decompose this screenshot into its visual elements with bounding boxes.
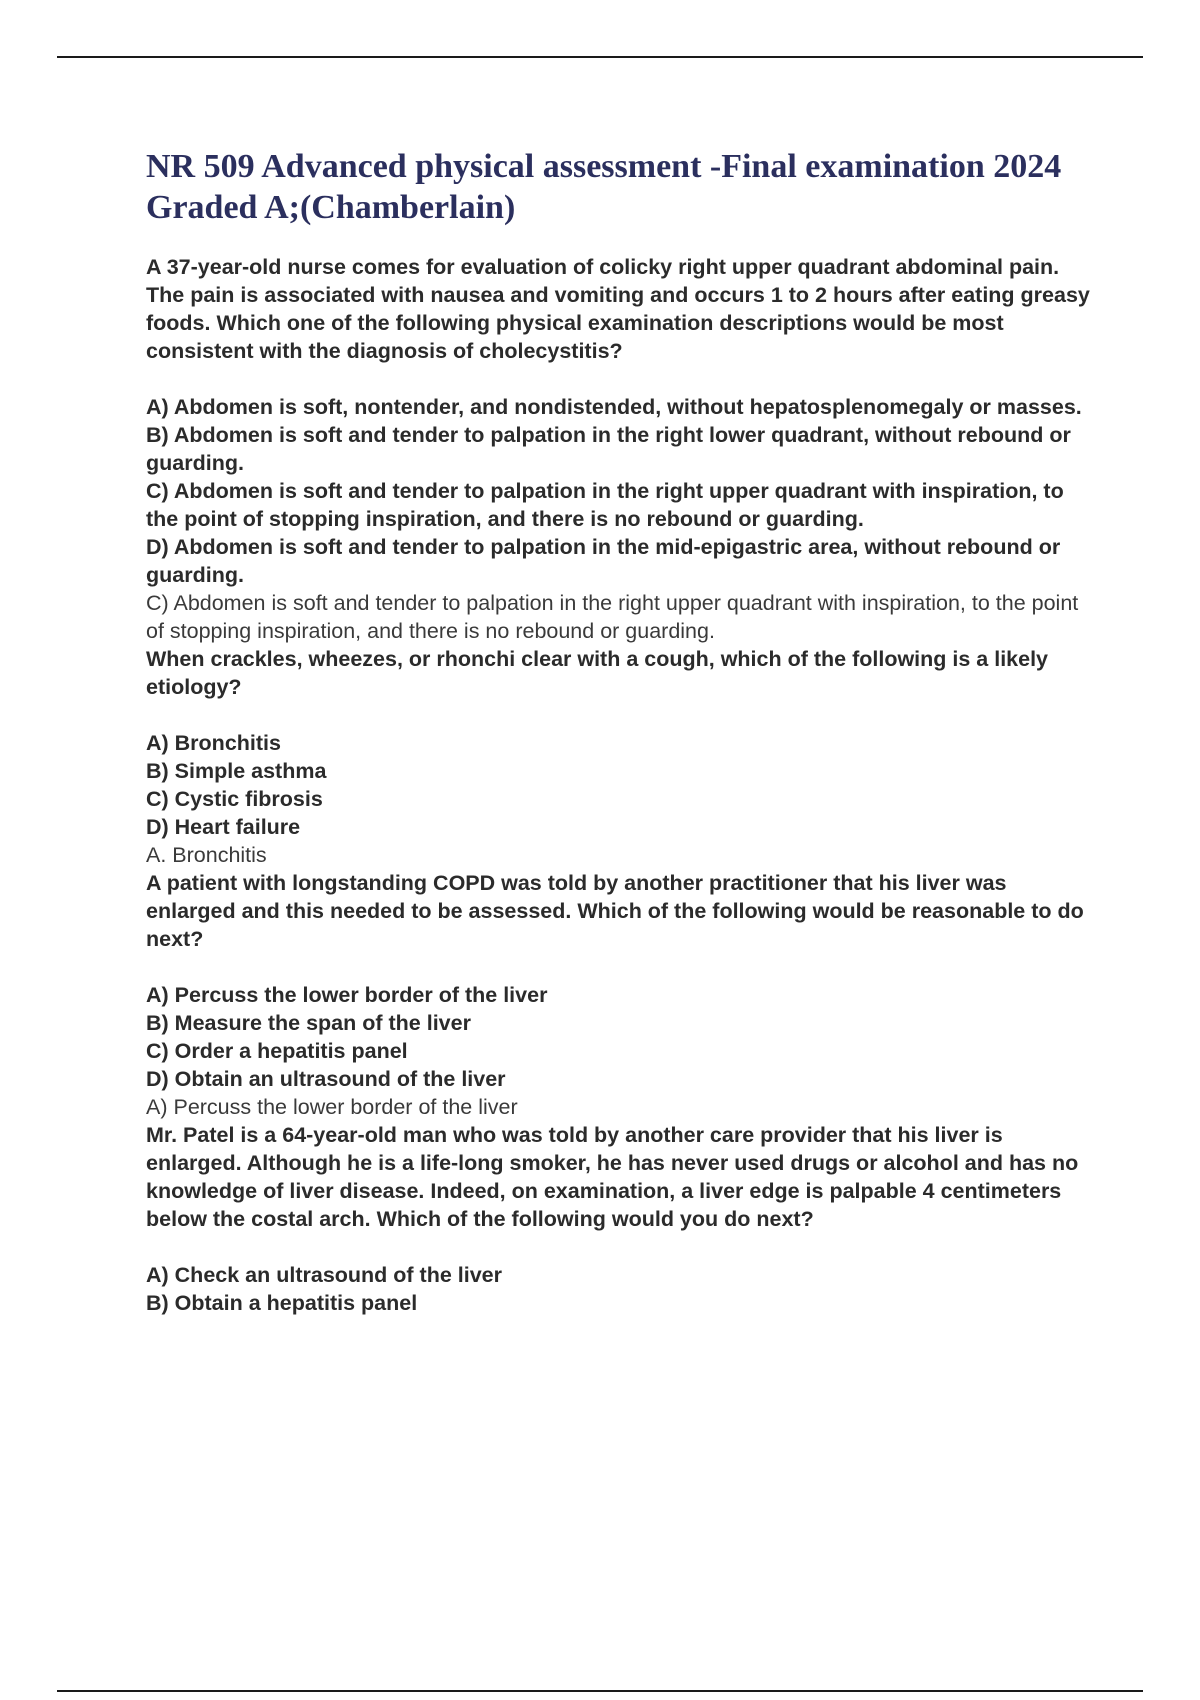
- option-d: D) Abdomen is soft and tender to palpation in the mid-epigastric area, without rebound or guarding.: [146, 535, 1061, 587]
- option-b: B) Abdomen is soft and tender to palpation in the right lower quadrant, without rebound or guarding.: [146, 423, 1071, 475]
- option-b: B) Simple asthma: [146, 759, 327, 783]
- option-a: A) Bronchitis: [146, 731, 281, 755]
- option-a: A) Percuss the lower border of the liver: [146, 983, 548, 1007]
- option-c: C) Cystic fibrosis: [146, 787, 323, 811]
- question-block-2: [146, 645, 1096, 869]
- question-block-1: [146, 253, 1096, 645]
- question-text: When crackles, wheezes, or rhonchi clear with a cough, which of the following is a likely etiology?: [146, 647, 1049, 699]
- question-text: Mr. Patel is a 64-year-old man who was told by another care provider that his liver is enlarged. Although he is a life-long smoker, he has never used drugs or alcohol and has no knowledge of liver disease. Indeed, on examination, a liver edge is palpable 4 centimeters below the costal arch. Which of the following would you do next?: [146, 1123, 1079, 1231]
- options-list: [146, 1261, 1096, 1317]
- options-list: [146, 981, 1096, 1093]
- option-b: B) Obtain a hepatitis panel: [146, 1291, 418, 1315]
- option-d: D) Obtain an ultrasound of the liver: [146, 1067, 506, 1091]
- answer-text: C) Abdomen is soft and tender to palpation in the right upper quadrant with inspiration, to the point of stopping inspiration, and there is no rebound or guarding.: [146, 591, 1079, 643]
- answer-text: A. Bronchitis: [146, 843, 267, 867]
- document-title: NR 509 Advanced physical assessment -Final examination 2024 Graded A;(Chamberlain): [146, 148, 1062, 226]
- document-body: [146, 146, 1096, 1317]
- option-a: A) Abdomen is soft, nontender, and nondistended, without hepatosplenomegaly or masses.: [146, 395, 1082, 419]
- question-text: A 37-year-old nurse comes for evaluation of colicky right upper quadrant abdominal pain. The pain is associated with nausea and vomiting and occurs 1 to 2 hours after eating greasy foods. Which one of the following physical examination descriptions would be most consistent with the diagnosis of cholecystitis?: [146, 255, 1090, 363]
- option-c: C) Abdomen is soft and tender to palpation in the right upper quadrant with inspiration, to the point of stopping inspiration, and there is no rebound or guarding.: [146, 479, 1064, 531]
- option-d: D) Heart failure: [146, 815, 301, 839]
- question-block-4: [146, 1121, 1096, 1317]
- question-text: A patient with longstanding COPD was told by another practitioner that his liver was enlarged and this needed to be assessed. Which of the following would be reasonable to do next?: [146, 871, 1084, 951]
- answer-text: A) Percuss the lower border of the liver: [146, 1095, 518, 1119]
- option-c: C) Order a hepatitis panel: [146, 1039, 408, 1063]
- options-list: [146, 393, 1096, 589]
- option-b: B) Measure the span of the liver: [146, 1011, 471, 1035]
- options-list: [146, 729, 1096, 841]
- question-block-3: [146, 869, 1096, 1121]
- option-a: A) Check an ultrasound of the liver: [146, 1263, 502, 1287]
- top-rule: [57, 56, 1143, 58]
- bottom-rule: [57, 1690, 1143, 1692]
